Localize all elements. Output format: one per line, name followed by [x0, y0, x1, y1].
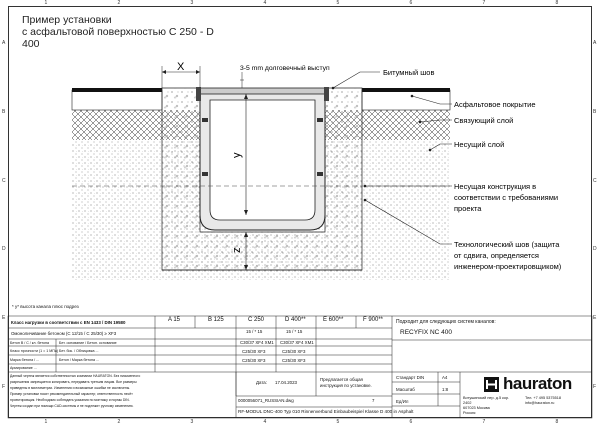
edge-row-mark: D — [2, 246, 6, 253]
tb-row4-d: C25/30 XF3 — [282, 349, 306, 354]
tb-row3-d: C30/37 XF4 XM1 — [280, 340, 314, 345]
tb-load-class-label: Класс нагрузки в соответствии с EN 1433 / DIN 19580 — [11, 320, 126, 325]
tb-note-2: инструкция по установке. — [320, 383, 372, 388]
edge-row-mark: B — [2, 109, 6, 115]
tb-row2-d: 15 / * 15 — [286, 329, 303, 334]
callout-structure-1: Несущая конструкция в — [454, 182, 537, 191]
tb-standard-label: Стандарт DIN — [396, 375, 425, 380]
tb-disclaimer-1: Данный чертеж является собственностью компании HAURATON. Без письменного — [10, 374, 141, 378]
callout-joint-2: от сдвига, определяется — [454, 251, 539, 260]
edge-row-mark: A — [593, 40, 597, 47]
tb-date-label: Дата: — [256, 380, 267, 385]
hauraton-logo: hauraton — [503, 374, 572, 393]
tb-class-c250: C 250 — [248, 317, 265, 323]
tb-drawing-no: 0000056071_RUSSIAN.dwg — [238, 398, 294, 403]
tb-left-row-2: Класс прочности (1 = 1 МПа) — [10, 349, 59, 353]
edge-row-mark: B — [593, 109, 597, 115]
tb-row3-c: C30/37 XF4 XM1 — [240, 340, 274, 345]
callout-bearing: Несущий слой — [454, 140, 505, 149]
edge-col-mark: 3 — [190, 419, 194, 425]
tb-disclaimer-4: Пример установки носит рекомендательный характер; ответственность несёт — [10, 392, 133, 396]
tb-row5-d: C25/30 XF3 — [282, 358, 306, 363]
edge-col-mark: 8 — [555, 419, 559, 425]
edge-row-mark: F — [2, 383, 6, 390]
tb-fit-value: RECYFIX NC 400 — [400, 329, 453, 336]
edge-col-mark: 1 — [44, 0, 48, 6]
edge-row-mark: C — [2, 177, 6, 184]
edge-row-mark: D — [593, 246, 597, 253]
tb-class-f900: F 900** — [363, 317, 384, 323]
tb-scale-label: Масштаб — [396, 387, 415, 392]
tb-date: 17.04.2023 — [275, 380, 297, 385]
edge-col-mark: 4 — [263, 0, 267, 6]
title-line-3: 400 — [22, 38, 40, 50]
tb-row4-c: C25/30 XF3 — [242, 349, 266, 354]
tb-addr-2: 2402 — [463, 401, 472, 405]
tb-right-row-2: Бет. бок. / Облицовка ... — [59, 349, 99, 353]
dim-z-label: z — [231, 247, 243, 253]
tb-standard-val: A4 — [442, 375, 448, 380]
tb-left-row-1: Бетон B / C / кл. бетона — [10, 341, 49, 345]
edge-row-mark: E — [593, 315, 597, 321]
tb-left-row-4: Армирование ... — [10, 366, 37, 370]
tb-fit-label: Подходит для следующих систем каналов: — [396, 319, 496, 325]
edge-col-mark: 4 — [263, 419, 267, 425]
tb-row5-c: C25/30 XF3 — [242, 358, 266, 363]
edge-row-mark: C — [593, 177, 597, 184]
callout-bitumen: Битумный шов — [383, 68, 435, 77]
edge-col-mark: 7 — [482, 0, 486, 6]
tb-disclaimer-3: приведены в миллиметрах. Изменения и возможные ошибки не исключены. — [10, 386, 131, 390]
dim-y-label: y — [231, 152, 243, 158]
dim-x-label: X — [177, 61, 185, 73]
edge-col-mark: 7 — [482, 419, 486, 425]
tb-row2-label: Омоноличивание бетоном (C 12/15 / C 25/30) ≥ XF3 — [11, 331, 117, 336]
edge-col-mark: 6 — [409, 419, 413, 425]
tb-addr-4: Россия — [463, 411, 476, 415]
tb-disclaimer-5: проектировщик. Необходимо соблюдать указания по монтажу и нормы DIN. — [10, 398, 130, 402]
callout-structure-2: соответствии с требованиями — [454, 193, 559, 202]
tb-note-1: Предлагается общая — [320, 377, 363, 382]
callout-joint-3: инженером-проектировщиком) — [454, 262, 562, 271]
tb-addr-3: 607023 Москва — [463, 406, 490, 410]
edge-row-mark: F — [593, 383, 597, 390]
tb-left-row-3: Марка бетона / ... — [10, 358, 40, 362]
callout-joint-1: Технологический шов (защита — [454, 240, 560, 249]
edge-col-mark: 2 — [117, 419, 121, 425]
callout-structure-3: проекта — [454, 204, 482, 213]
tb-class-a15: A 15 — [168, 317, 181, 323]
tb-scale-val: 1:8 — [442, 387, 449, 392]
tb-page: 7 — [372, 398, 375, 403]
edge-col-mark: 5 — [336, 419, 340, 425]
footnote: * y* высота канала плюс подрез — [12, 304, 79, 309]
callout-asphalt: Асфальтовое покрытие — [454, 100, 536, 109]
edge-col-mark: 1 — [44, 419, 48, 425]
tb-disclaimer-2: разрешения запрещается копировать, передавать третьим лицам. Все размеры — [10, 380, 137, 384]
edge-col-mark: 5 — [336, 0, 340, 6]
tb-right-row-3: Бетон / Марка бетона ... — [59, 358, 99, 362]
title-line-2: с асфальтовой поверхностью С 250 - D — [22, 26, 214, 38]
edge-row-mark: E — [2, 315, 6, 321]
tb-contact-2: info@hauraton.ru — [525, 401, 555, 405]
title-line-1: Пример установки — [22, 14, 112, 26]
hauraton-logo-icon — [483, 376, 500, 393]
tb-class-e600: E 600** — [323, 317, 344, 323]
tb-contact-1: Тел. +7 495 5375518 — [525, 396, 561, 400]
tb-row2-c: 15 / * 15 — [246, 329, 263, 334]
tb-sheet-label: Ед/Ил — [396, 399, 409, 404]
callout-binder: Связующий слой — [454, 116, 514, 125]
tb-class-d400: D 400** — [285, 317, 306, 323]
edge-row-mark: A — [2, 40, 6, 47]
tb-bottom-caption: RF-MODUL DNC-400 Typ 010 Rinnenverbund Einbaubeispiel Klasse D 400 in Asphalt — [238, 409, 414, 414]
gap-label: 3-5 mm долговечный выступ — [240, 65, 330, 72]
tb-addr-1: Вотушинский пер. д.5 кор. — [463, 396, 510, 400]
edge-col-mark: 3 — [190, 0, 194, 6]
edge-col-mark: 8 — [555, 0, 559, 6]
tb-right-row-1: Бет. основание / Бетон. основание — [59, 341, 117, 345]
tb-disclaimer-6: Чертеж создан при помощи CAD-системы и не подлежит ручному изменению. — [10, 404, 134, 408]
tb-class-b125: B 125 — [208, 317, 224, 323]
edge-col-mark: 6 — [409, 0, 413, 6]
edge-col-mark: 2 — [117, 0, 121, 6]
